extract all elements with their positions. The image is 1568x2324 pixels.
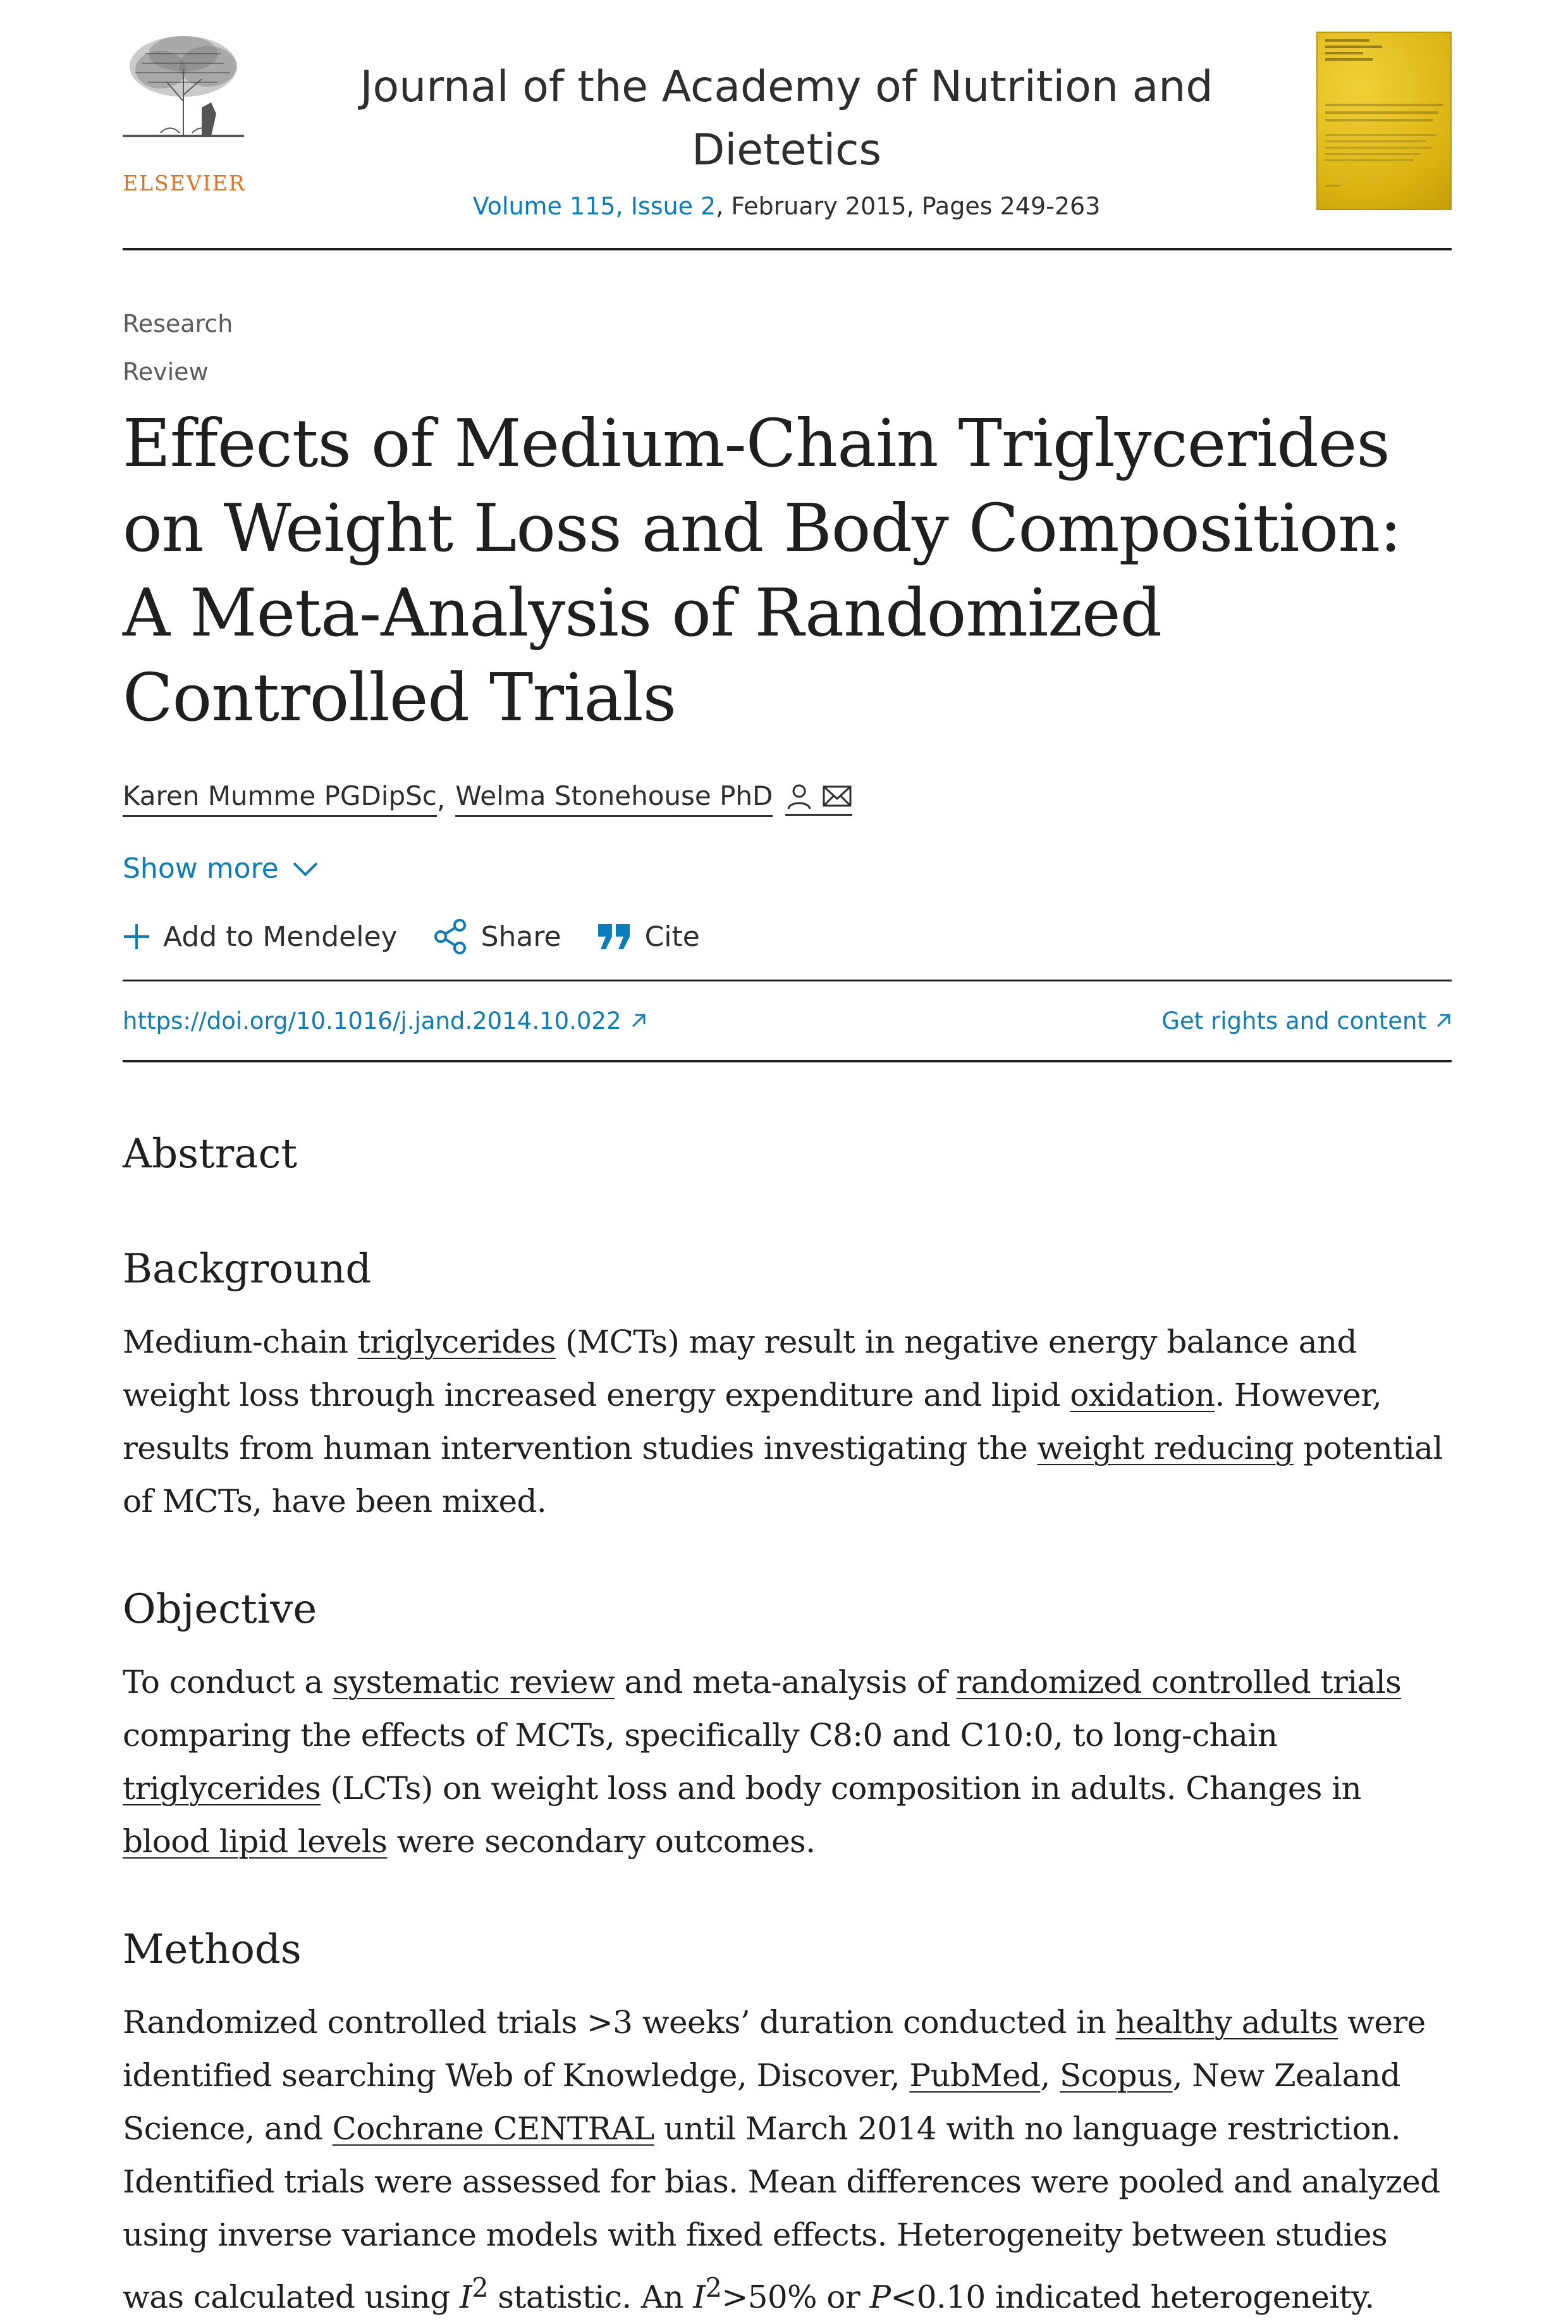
links-divider xyxy=(123,1060,1452,1062)
person-icon xyxy=(785,782,813,810)
term-link[interactable]: Scopus xyxy=(1059,2057,1173,2094)
journal-title-line1[interactable]: Journal of the Academy of Nutrition and xyxy=(360,62,1213,112)
methods-heading: Methods xyxy=(123,1926,302,1973)
header-divider xyxy=(123,248,1452,250)
cite-label: Cite xyxy=(644,920,700,953)
rights-link[interactable] xyxy=(1161,1007,1452,1035)
journal-title[interactable] xyxy=(338,56,1235,182)
masthead xyxy=(123,0,1452,249)
external-link-icon xyxy=(630,1012,647,1029)
doi-link[interactable] xyxy=(123,1007,647,1035)
share-label: Share xyxy=(481,920,561,953)
share-icon xyxy=(433,919,469,954)
volume-issue-link[interactable]: Volume 115, Issue 2 xyxy=(472,192,716,220)
term-link[interactable]: weight reducing xyxy=(1037,1430,1294,1466)
external-link-icon xyxy=(1435,1012,1452,1029)
journal-title-line2[interactable]: Dietetics xyxy=(692,125,881,175)
term-link[interactable]: blood lipid levels xyxy=(123,1823,388,1860)
author-separator: , xyxy=(436,783,446,815)
term-link[interactable]: systematic review xyxy=(332,1664,615,1700)
article-subtype-label: Review xyxy=(123,358,209,386)
share-button[interactable] xyxy=(433,919,561,954)
show-more-toggle[interactable] xyxy=(123,852,1452,885)
term-link[interactable]: randomized controlled trials xyxy=(956,1664,1402,1700)
term-link[interactable]: triglycerides xyxy=(123,1770,321,1807)
term-link[interactable]: Cochrane CENTRAL xyxy=(332,2110,654,2147)
methods-text: Randomized controlled trials >3 weeks’ duration conducted in healthy adults were identified searching Web of Knowledge, Discover, PubMed, Scopus, New Zealand Science, and Cochrane CENTRAL until March 2014 with no language restriction. Identified trials were assessed for bias. Mean differences were pooled and analyzed using inverse variance models with fixed effects. Heterogeneity between studies was calculated using $I^2$ statistic. An $I^2>50\%$ or P<0.10 indicated heterogeneity. xyxy=(123,2004,1440,2316)
show-more-label: Show more xyxy=(123,852,279,885)
doi-rights-row xyxy=(123,981,1452,1060)
author-list xyxy=(123,780,1452,817)
quote-icon xyxy=(597,923,632,950)
author-link[interactable]: Welma Stonehouse PhD xyxy=(455,780,773,817)
chevron-down-icon xyxy=(291,860,319,878)
author-contact-icons[interactable] xyxy=(785,782,852,816)
term-link[interactable]: oxidation xyxy=(1070,1377,1215,1413)
background-heading: Background xyxy=(123,1246,372,1293)
volume-line xyxy=(338,192,1235,220)
rights-text: Get rights and content xyxy=(1161,1007,1426,1035)
objective-heading: Objective xyxy=(123,1586,317,1633)
date-pages: , February 2015, Pages 249-263 xyxy=(716,192,1101,220)
journal-info xyxy=(338,56,1235,220)
plus-icon xyxy=(123,923,150,950)
add-to-mendeley-button[interactable] xyxy=(123,921,398,953)
background-text: Medium-chain triglycerides (MCTs) may result in negative energy balance and weight loss through increased energy expenditure and lipid oxidation. However, results from human intervention studies investigating the weight reducing potential of MCTs, have been mixed. xyxy=(123,1324,1443,1520)
doi-text: https://doi.org/10.1016/j.jand.2014.10.022 xyxy=(123,1007,622,1035)
article-toolbar xyxy=(123,919,1452,954)
cite-button[interactable] xyxy=(597,921,700,953)
email-icon xyxy=(822,784,852,809)
term-link[interactable]: triglycerides xyxy=(357,1324,556,1360)
article-title: Effects of Medium-Chain Triglycerides on Weight Loss and Body Composition: A Meta-Analysis of Randomized Controlled Trials xyxy=(123,405,1402,736)
term-link[interactable]: PubMed xyxy=(909,2057,1041,2094)
mendeley-label: Add to Mendeley xyxy=(163,920,398,953)
elsevier-tree-logo[interactable] xyxy=(123,32,246,195)
journal-cover-thumbnail[interactable] xyxy=(1316,32,1452,210)
publisher-name: ELSEVIER xyxy=(123,171,246,195)
article-type-label: Research xyxy=(123,310,233,338)
article-page xyxy=(123,0,1452,2324)
elsevier-tree-icon xyxy=(123,32,244,139)
objective-text: To conduct a systematic review and meta-analysis of randomized controlled trials comparing the effects of MCTs, specifically C8:0 and C10:0, to long-chain triglycerides (LCTs) on weight loss and body composition in adults. Changes in blood lipid levels were secondary outcomes. xyxy=(123,1664,1402,1860)
term-link[interactable]: healthy adults xyxy=(1115,2004,1338,2041)
author-link[interactable]: Karen Mumme PGDipSc xyxy=(123,780,437,817)
abstract-heading: Abstract xyxy=(123,1131,298,1177)
